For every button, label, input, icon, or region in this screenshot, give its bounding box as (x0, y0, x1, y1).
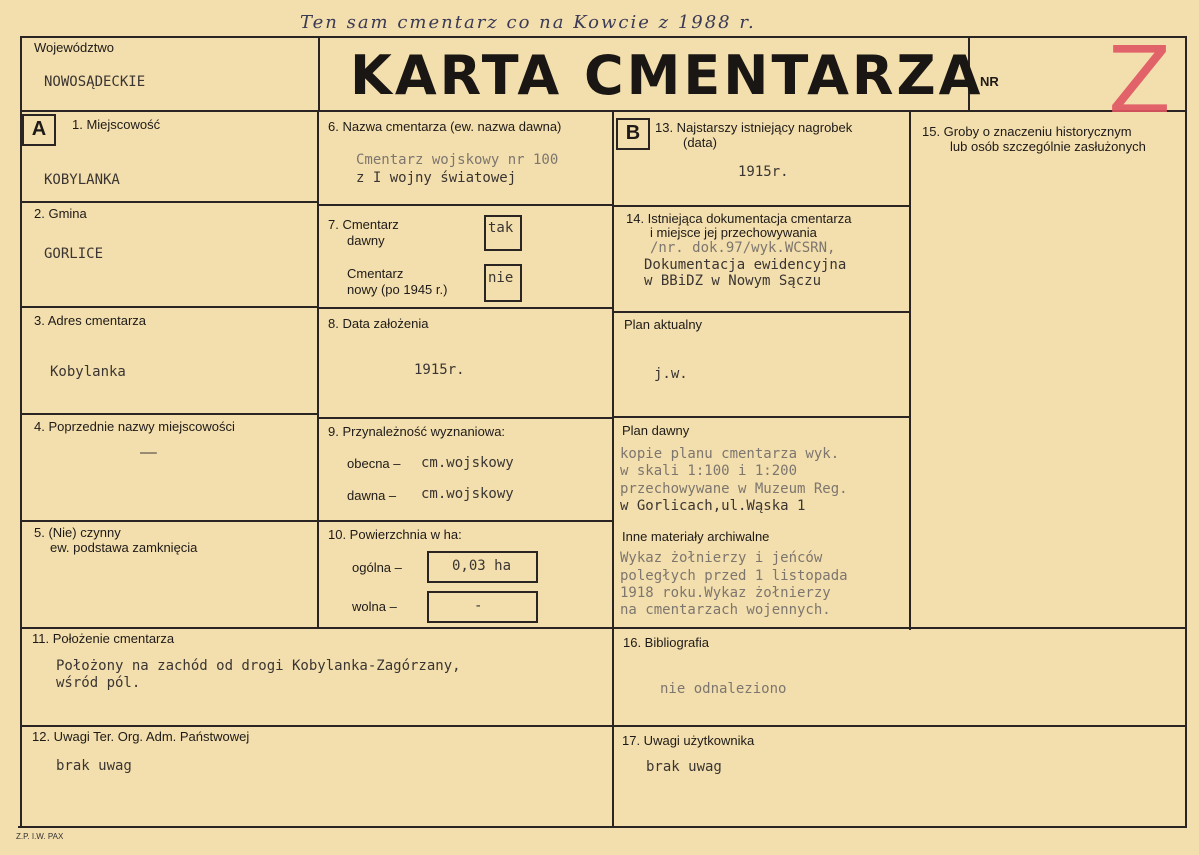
divider-full-2 (20, 725, 1186, 727)
plan-aktualny-label: Plan aktualny (624, 317, 703, 332)
divider-c1-1 (20, 201, 318, 203)
f13-label-line1: 13. Najstarszy istniejący nagrobek (655, 120, 853, 135)
footer-print-mark: Z.P. I.W. PAX (16, 832, 64, 841)
f13-label-line2: (data) (683, 135, 717, 150)
divider-c3-3 (612, 416, 910, 418)
frame-right (1185, 36, 1187, 828)
divider-full-1 (20, 627, 1186, 629)
f12-value: brak uwag (56, 758, 132, 774)
f14-label-line2: i miejsce jej przechowywania (650, 225, 817, 240)
f11-value-line1: Położony na zachód od drogi Kobylanka-Zagórzany, (56, 658, 461, 674)
f10-wolna-label: wolna – (352, 599, 397, 614)
f10-ogolna-label: ogólna – (352, 560, 402, 575)
frame-top (20, 36, 1186, 38)
divider-c2-1 (318, 204, 612, 206)
frame-bottom (18, 826, 1186, 828)
wojewodztwo-value: NOWOSĄDECKIE (44, 74, 146, 90)
inne-line4: na cmentarzach wojennych. (620, 602, 831, 618)
section-b-marker: B (616, 118, 650, 150)
f10-wolna-value: - (474, 598, 483, 614)
plan-dawny-line3: przechowywane w Muzeum Reg. (620, 481, 848, 497)
f6-value-line2: z I wojny światowej (356, 170, 517, 186)
f14-value-line3: w BBiDZ w Nowym Sączu (644, 273, 822, 289)
divider-c2-3 (318, 417, 612, 419)
f12-label: 12. Uwagi Ter. Org. Adm. Państwowej (32, 729, 250, 744)
f3-label: 3. Adres cmentarza (34, 313, 146, 328)
f17-value: brak uwag (646, 759, 722, 775)
inne-line2: poległych przed 1 listopada (620, 568, 848, 584)
f16-value: nie odnaleziono (660, 681, 787, 697)
header-div-1 (318, 36, 320, 112)
f10-ogolna-value: 0,03 ha (452, 558, 512, 574)
divider-c3-2 (612, 311, 910, 313)
f7-value1: tak (488, 220, 514, 236)
f1-label: 1. Miejscowość (72, 117, 161, 132)
f17-label: 17. Uwagi użytkownika (622, 733, 755, 748)
f13-value: 1915r. (738, 164, 789, 180)
f5-label-line2: ew. podstawa zamknięcia (50, 540, 198, 555)
divider-c2-2 (318, 307, 612, 309)
page-title: KARTA CMENTARZA (350, 44, 984, 107)
header-bottom-line (20, 110, 1186, 112)
f7-label2-line2: nowy (po 1945 r.) (347, 282, 448, 297)
plan-dawny-line1: kopie planu cmentarza wyk. (620, 446, 840, 462)
column-div-2 (612, 110, 614, 828)
inne-label: Inne materiały archiwalne (622, 529, 770, 544)
plan-dawny-line4: w Gorlicach,ul.Wąska 1 (620, 498, 806, 514)
divider-c1-4 (20, 520, 318, 522)
f9-obecna-label: obecna – (347, 456, 401, 471)
divider-c1-2 (20, 306, 318, 308)
f4-value: —— (140, 445, 157, 461)
section-a-marker: A (22, 114, 56, 146)
nr-stamp: Z (1108, 27, 1172, 134)
divider-c2-4 (318, 520, 612, 522)
f16-label: 16. Bibliografia (623, 635, 709, 650)
f14-label-line1: 14. Istniejąca dokumentacja cmentarza (626, 211, 852, 226)
f9-label: 9. Przynależność wyznaniowa: (328, 424, 506, 439)
column-div-3 (909, 110, 911, 630)
f9-dawna-label: dawna – (347, 488, 397, 503)
f7-label1-line2: dawny (347, 233, 385, 248)
column-div-1 (317, 110, 319, 628)
f6-label: 6. Nazwa cmentarza (ew. nazwa dawna) (328, 119, 562, 134)
f7-value2: nie (488, 270, 514, 286)
nr-label: NR (980, 74, 999, 89)
f11-label: 11. Położenie cmentarza (32, 631, 175, 646)
plan-dawny-label: Plan dawny (622, 423, 690, 438)
f7-label1-line1: 7. Cmentarz (328, 217, 399, 232)
f14-value-line2: Dokumentacja ewidencyjna (644, 257, 847, 273)
f9-obecna-value: cm.wojskowy (421, 455, 514, 471)
f5-label-line1: 5. (Nie) czynny (34, 525, 121, 540)
f8-label: 8. Data założenia (328, 316, 429, 331)
divider-c3-1 (612, 205, 910, 207)
f4-label: 4. Poprzednie nazwy miejscowości (34, 419, 235, 434)
f2-label: 2. Gmina (34, 206, 87, 221)
f7-label2-line1: Cmentarz (347, 266, 404, 281)
f15-label-line1: 15. Groby o znaczeniu historycznym (922, 124, 1132, 139)
f3-value: Kobylanka (50, 364, 126, 380)
f1-value: KOBYLANKA (44, 172, 120, 188)
f9-dawna-value: cm.wojskowy (421, 486, 514, 502)
f10-wolna-box (427, 591, 538, 623)
divider-c1-3 (20, 413, 318, 415)
inne-line3: 1918 roku.Wykaz żołnierzy (620, 585, 831, 601)
f2-value: GORLICE (44, 246, 104, 262)
f11-value-line2: wśród pól. (56, 675, 141, 691)
frame-left (20, 36, 22, 828)
wojewodztwo-label: Województwo (34, 40, 114, 55)
plan-dawny-line2: w skali 1:100 i 1:200 (620, 463, 798, 479)
inne-line1: Wykaz żołnierzy i jeńców (620, 550, 823, 566)
f14-value-line1: /nr. dok.97/wyk.WCSRN, (650, 240, 836, 256)
f10-label: 10. Powierzchnia w ha: (328, 527, 462, 542)
f6-value-line1: Cmentarz wojskowy nr 100 (356, 152, 559, 168)
handwritten-note: Ten sam cmentarz co na Kowcie z 1988 r. (300, 12, 756, 33)
plan-aktualny-value: j.w. (654, 366, 688, 382)
f8-value: 1915r. (414, 362, 465, 378)
f15-label-line2: lub osób szczególnie zasłużonych (950, 139, 1146, 154)
